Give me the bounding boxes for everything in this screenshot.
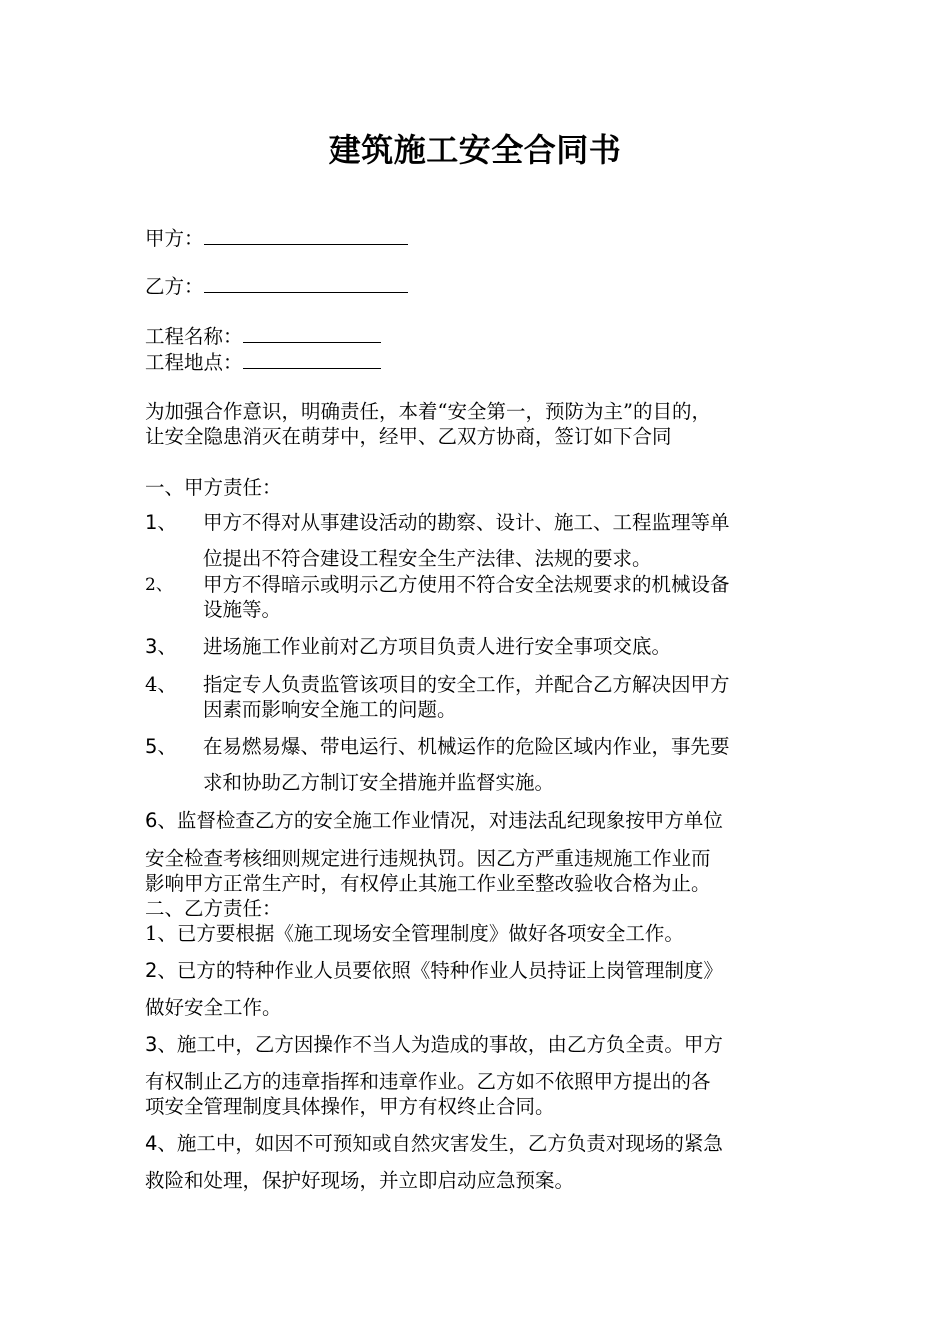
list-item-line: 进场施工作业前对乙方项目负责人进行安全事项交底。: [203, 635, 672, 658]
intro-line: 让安全隐患消灭在萌芽中，经甲、乙双方协商，签订如下合同: [145, 425, 672, 448]
list-item-line: 位提出不符合建设工程安全生产法律、法规的要求。: [203, 547, 652, 570]
list-number: 5、: [145, 735, 177, 758]
document-title: 建筑施工安全合同书: [328, 131, 622, 169]
section-b-line: 2、已方的特种作业人员要依照《特种作业人员持证上岗管理制度》: [145, 959, 723, 982]
section-a-item6-line: 影响甲方正常生产时，有权停止其施工作业至整改验收合格为止。: [145, 872, 711, 895]
list-number: 2、: [145, 575, 173, 595]
list-item-line: 因素而影响安全施工的问题。: [203, 698, 457, 721]
list-item-line: 求和协助乙方制订安全措施并监督实施。: [203, 771, 555, 794]
party-a-field: [145, 226, 408, 252]
party-a-blank[interactable]: [204, 226, 408, 245]
section-a-item6-line: 安全检查考核细则规定进行违规执罚。因乙方严重违规施工作业而: [145, 847, 711, 870]
section-b-line: 做好安全工作。: [145, 996, 282, 1019]
project-name-blank[interactable]: [243, 324, 381, 343]
party-b-field: [145, 274, 408, 300]
section-b-line: 项安全管理制度具体操作，甲方有权终止合同。: [145, 1095, 555, 1118]
project-location-field: [145, 350, 381, 376]
list-item-line: 指定专人负责监管该项目的安全工作，并配合乙方解决因甲方: [203, 673, 730, 696]
list-item-line: 在易燃易爆、带电运行、机械运作的危险区域内作业，事先要: [203, 735, 730, 758]
list-item-line: 甲方不得暗示或明示乙方使用不符合安全法规要求的机械设备: [203, 573, 730, 596]
list-item-line: 设施等。: [203, 598, 282, 621]
party-b-label: 乙方：: [145, 275, 204, 298]
list-number: 4、: [145, 673, 177, 696]
section-b-line: 3、施工中，乙方因操作不当人为造成的事故，由乙方负全责。甲方: [145, 1033, 723, 1056]
list-number: 1、: [145, 511, 177, 534]
section-a-item6-line: 6、监督检查乙方的安全施工作业情况，对违法乱纪现象按甲方单位: [145, 809, 723, 832]
party-b-blank[interactable]: [204, 274, 408, 293]
list-item-line: 甲方不得对从事建设活动的勘察、设计、施工、工程监理等单: [203, 511, 730, 534]
project-location-label: 工程地点：: [145, 351, 243, 374]
intro-line: 为加强合作意识，明确责任，本着“安全第一，预防为主”的目的，: [145, 400, 711, 423]
section-b-line: 4、施工中，如因不可预知或自然灾害发生，乙方负责对现场的紧急: [145, 1132, 723, 1155]
section-b-line: 救险和处理，保护好现场，并立即启动应急预案。: [145, 1169, 575, 1192]
project-name-field: [145, 324, 381, 350]
section-b-heading: 二、乙方责任：: [145, 897, 282, 920]
section-b-line: 1、已方要根据《施工现场安全管理制度》做好各项安全工作。: [145, 922, 684, 945]
project-location-blank[interactable]: [243, 350, 381, 369]
section-b-line: 有权制止乙方的违章指挥和违章作业。乙方如不依照甲方提出的各: [145, 1070, 711, 1093]
list-number: 3、: [145, 635, 177, 658]
party-a-label: 甲方：: [145, 227, 204, 250]
project-name-label: 工程名称：: [145, 325, 243, 348]
section-a-heading: 一、甲方责任：: [145, 476, 282, 499]
